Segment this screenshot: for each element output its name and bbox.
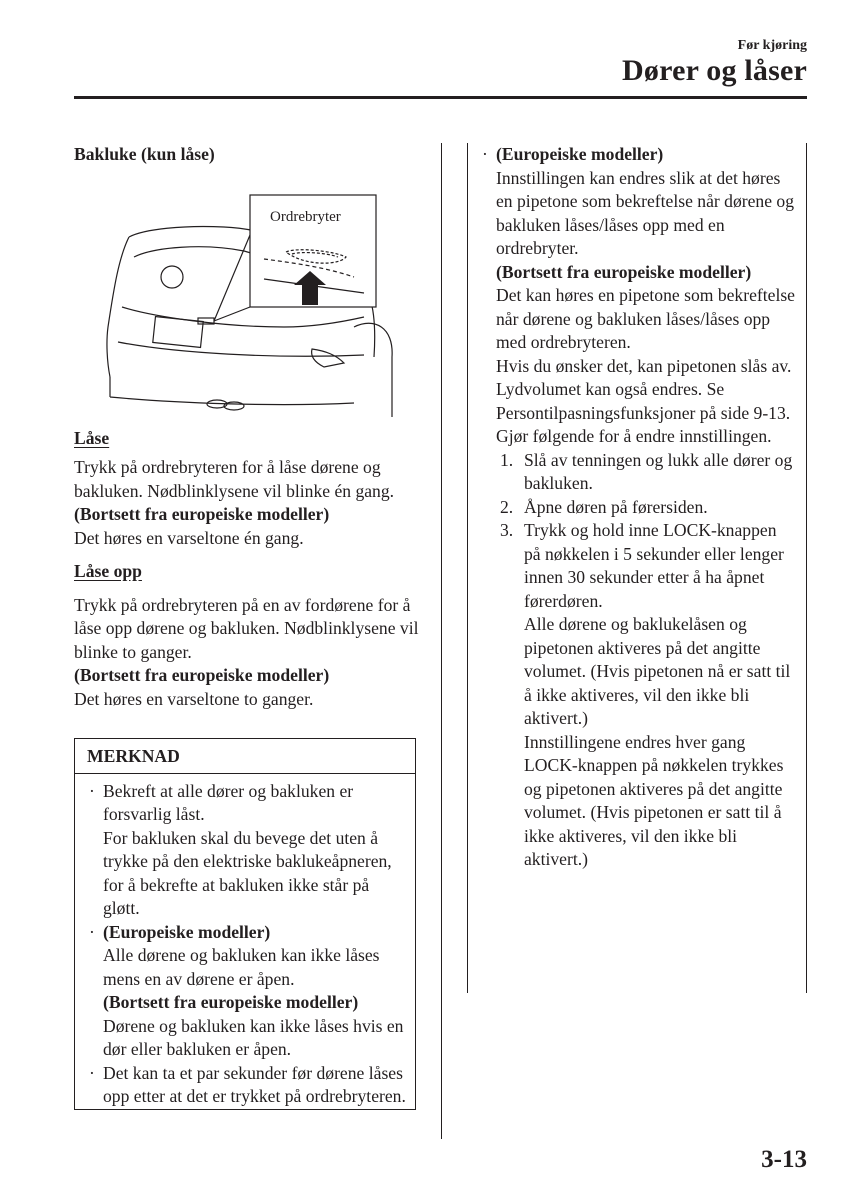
unlock-heading: Låse opp [74,561,142,581]
step-3-text-3: Innstillingene endres hver gang LOCK-knappen på nøkkelen trykkes og pipetonen aktiveres på det angitte volumet. (Hvis pipetonen er satt til å ikke aktiveres, vil den ikke bli aktivert.) [524,731,784,869]
non-eu-heading: (Bortsett fra europeiske modeller) [496,261,752,282]
switch-callout-label: Ordrebryter [270,208,341,225]
eu-heading: (Europeiske modeller) [496,144,664,164]
lock-exception-text: Det høres en varseltone én gang. [74,527,304,548]
unlock-exception-heading: (Bortsett fra europeiske modeller) [74,665,330,685]
step-3 [496,519,796,872]
car-rear-illustration [74,167,394,417]
step-3-text-2: Alle dørene og baklukelåsen og pipetonen aktiveres på det angitte volumet. (Hvis pipetonen nå er satt til å ikke aktiveres, vil den ikke bli aktivert.) [524,614,791,728]
lock-text: Trykk på ordrebryteren for å låse dørene og bakluken. Nødblinklysene vil blinke én gang. [74,457,395,501]
note-bullet-3-text: Det kan ta et par sekunder før dørene låses opp etter at det er trykket på ordrebryteren. [103,1062,406,1106]
note-bullet-2 [83,921,407,1062]
tailgate-heading: Bakluke (kun låse) [74,144,215,164]
step-text: Trykk og hold inne LOCK-knappen på nøkkelen i 5 sekunder eller lenger innen 30 sekunder etter å ha åpnet førerdøren. [524,520,784,611]
column-divider-right-start [467,143,468,993]
step-number: 3. [500,520,514,540]
lock-exception-heading: (Bortsett fra europeiske modeller) [74,504,330,524]
left-column [74,143,424,711]
column-divider-left [441,143,442,1139]
bullet-dot: · [89,780,95,801]
lock-heading: Låse [74,427,110,448]
step-number: 1. [500,449,514,470]
bullet-dot: · [89,921,95,942]
note-bullet-2-heading: (Europeiske modeller) [103,921,271,942]
eu-text: Innstillingen kan endres slik at det høres en pipetone som bekreftelse når dørene og bakluken låses/låses opp med en ordrebryter. [496,167,795,258]
unlock-exception-text: Det høres en varseltone to ganger. [74,688,314,709]
page-title: Dører og låser [622,54,807,87]
non-eu-text-1: Det kan høres en pipetone som bekreftelse når dørene og bakluken låses/låses opp med ordrebryteren. [496,285,795,352]
note-title: MERKNAD [75,739,415,774]
note-bullet-1-text: Bekreft at alle dører og bakluken er forsvarlig låst. [103,780,354,824]
header-rule [74,96,807,99]
bullet-dot: · [89,1062,95,1083]
note-box [74,738,416,1110]
page-number: 3-13 [761,1146,807,1173]
column-divider-right-end [806,143,807,993]
step-number: 2. [500,496,514,517]
note-body [75,774,415,1109]
step-text: Åpne døren på førersiden. [524,496,708,517]
step-1 [496,449,796,496]
step-2 [496,496,796,520]
note-bullet-1-text-2: For bakluken skal du bevege det uten å trykke på den elektriske baklukeåpneren, for å bekrefte at bakluken ikke står på gløtt. [103,827,392,918]
unlock-text: Trykk på ordrebryteren på en av fordørene for å låse opp dørene og bakluken. Nødblinklysene vil blinke to ganger. [74,594,419,662]
note-bullet-3 [83,1062,407,1109]
step-text: Slå av tenningen og lukk alle dører og bakluken. [524,449,793,493]
right-column [476,143,796,872]
note-bullet-2-heading-2: (Bortsett fra europeiske modeller) [103,992,359,1012]
note-bullet-2-text-2: Dørene og bakluken kan ikke låses hvis en dør eller bakluken er åpen. [103,1015,404,1059]
non-eu-text-3: Lydvolumet kan også endres. Se Persontilpasningsfunksjoner på side 9-13. [496,379,791,423]
non-eu-text-2: Hvis du ønsker det, kan pipetonen slås av. [496,355,792,376]
tailgate-figure [74,167,394,417]
change-intro: Gjør følgende for å endre innstillingen. [496,426,772,446]
header-section: Før kjøring [737,38,807,53]
note-bullet-1 [83,780,407,921]
bullet-dot: · [482,144,488,164]
note-bullet-2-text: Alle dørene og bakluken kan ikke låses mens en av dørene er åpen. [103,945,380,989]
settings-bullet [476,143,796,872]
